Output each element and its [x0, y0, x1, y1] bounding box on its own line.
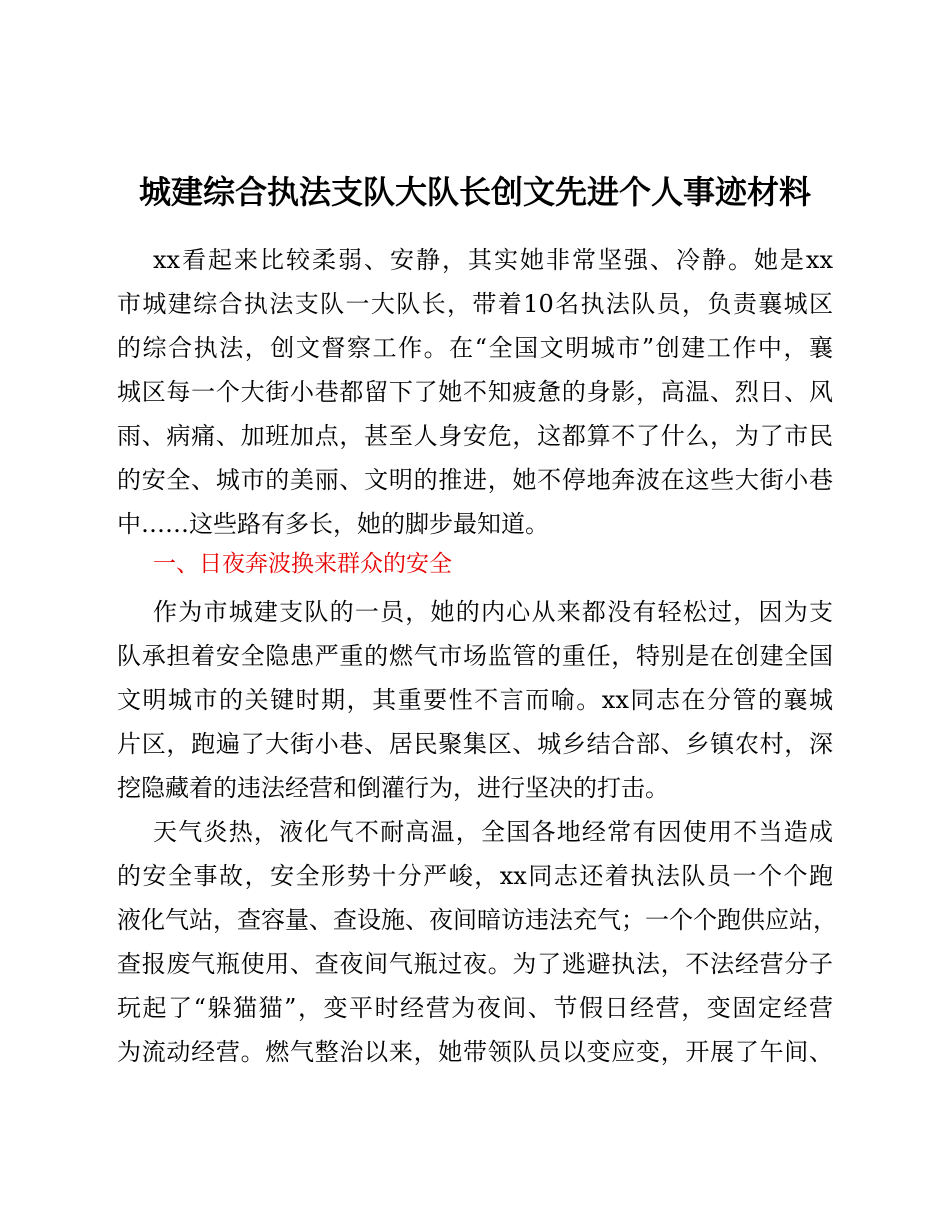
paragraph-1-line-4: 城区每一个大街小巷都留下了她不知疲惫的身影，高温、烈日、风 — [117, 378, 833, 406]
section-paragraph-1-line-3: 文明城市的关键时期，其重要性不言而喻。xx同志在分管的襄城 — [117, 686, 833, 714]
section-paragraph-2-line-4: 查报废气瓶使用、查夜间气瓶过夜。为了逃避执法，不法经营分子 — [117, 950, 833, 978]
paragraph-1-line-6: 的安全、城市的美丽、文明的推进，她不停地奔波在这些大街小巷 — [117, 466, 833, 494]
paragraph-1-line-2: 市城建综合执法支队一大队长，带着10名执法队员，负责襄城区 — [117, 290, 833, 318]
paragraph-1-line-1: xx看起来比较柔弱、安静，其实她非常坚强、冷静。她是xx — [153, 246, 833, 274]
section-paragraph-2-line-1: 天气炎热，液化气不耐高温，全国各地经常有因使用不当造成 — [153, 818, 833, 846]
section-heading: 一、日夜奔波换来群众的安全 — [153, 551, 452, 577]
paragraph-1-line-7: 中……这些路有多长，她的脚步最知道。 — [117, 510, 549, 538]
section-paragraph-1-line-2: 队承担着安全隐患严重的燃气市场监管的重任，特别是在创建全国 — [117, 642, 833, 670]
paragraph-1-line-3: 的综合执法，创文督察工作。在“全国文明城市”创建工作中，襄 — [117, 334, 833, 362]
section-paragraph-2-line-5: 玩起了“躲猫猫”，变平时经营为夜间、节假日经营，变固定经营 — [117, 994, 833, 1022]
document-title: 城建综合执法支队大队长创文先进个人事迹材料 — [138, 173, 811, 211]
section-paragraph-1-line-5: 挖隐藏着的违法经营和倒灌行为，进行坚决的打击。 — [117, 774, 669, 802]
section-paragraph-2-line-6: 为流动经营。燃气整治以来，她带领队员以变应变，开展了午间、 — [117, 1038, 833, 1066]
section-paragraph-1-line-1: 作为市城建支队的一员，她的内心从来都没有轻松过，因为支 — [153, 598, 833, 626]
section-paragraph-1-line-4: 片区，跑遍了大街小巷、居民聚集区、城乡结合部、乡镇农村，深 — [117, 730, 833, 758]
paragraph-1-line-5: 雨、病痛、加班加点，甚至人身安危，这都算不了什么，为了市民 — [117, 422, 833, 450]
section-paragraph-2-line-3: 液化气站，查容量、查设施、夜间暗访违法充气；一个个跑供应站， — [117, 906, 837, 934]
section-paragraph-2-line-2: 的安全事故，安全形势十分严峻，xx同志还着执法队员一个个跑 — [117, 862, 833, 890]
